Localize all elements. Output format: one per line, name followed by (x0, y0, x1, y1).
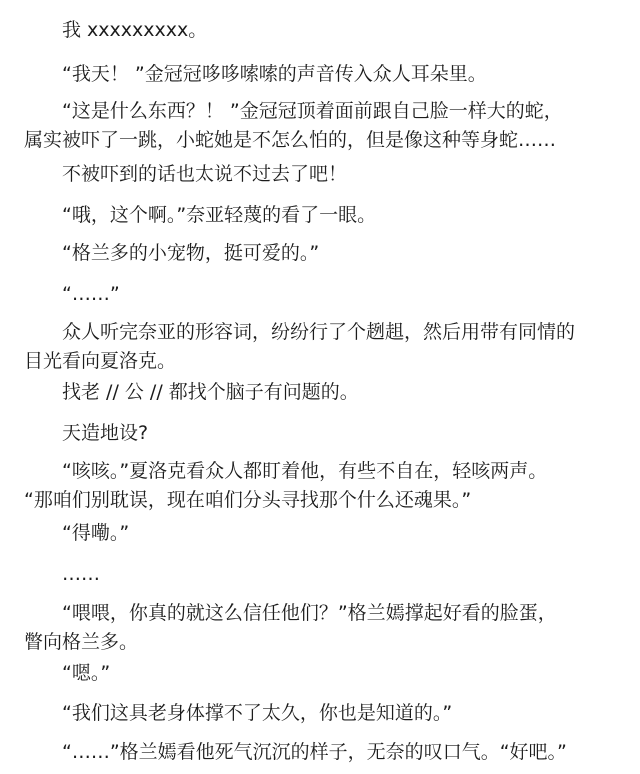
text-line: “格兰多的小宠物，挺可爱的。” (62, 242, 320, 264)
paragraph (24, 60, 628, 89)
paragraph (24, 659, 628, 688)
paragraph (24, 201, 628, 230)
text-line: 找老 // 公 // 都找个脑子有问题的。 (62, 381, 359, 403)
text-line: “……” (62, 283, 120, 305)
text-line: “我天！ ”金冠冠哆哆嗦嗦的声音传入众人耳朵里。 (62, 63, 487, 85)
paragraph (24, 160, 628, 189)
paragraph (24, 699, 628, 728)
paragraph (24, 318, 628, 376)
text-line: 我 xxxxxxxxx。 (62, 19, 208, 41)
text-line: “……”格兰嫣看他死气沉沉的样子，无奈的叹口气。“好吧。” (62, 741, 567, 763)
text-line: 众人听完奈亚的形容词，纷纷行了个趔趄，然后用带有同情的 (62, 321, 576, 343)
text-line: “咳咳。”夏洛克看众人都盯着他，有些不自在，轻咳两声。 (62, 460, 548, 482)
text-line: “我们这具老身体撑不了太久，你也是知道的。” (62, 702, 453, 724)
text-line: “那咱们别耽误，现在咱们分头寻找那个什么还魂果。” (24, 489, 472, 511)
text-line: 目光看向夏洛克。 (24, 350, 177, 372)
text-line: …… (62, 563, 100, 585)
text-line: 不被吓到的话也太说不过去了吧！ (62, 163, 348, 185)
text-line: “这是什么东西？！ ”金冠冠顶着面前跟自己脸一样大的蛇， (62, 100, 563, 122)
paragraph (24, 239, 628, 268)
text-line: “得嘞。” (62, 522, 130, 544)
paragraph (24, 738, 628, 767)
text-line: 瞥向格兰多。 (24, 631, 139, 653)
text-line: 属实被吓了一跳，小蛇她是不怎么怕的，但是像这种等身蛇…… (24, 129, 557, 151)
text-line: 天造地设? (62, 422, 149, 444)
paragraph (24, 378, 628, 407)
paragraph (24, 419, 628, 448)
paragraph (24, 16, 628, 45)
paragraph (24, 280, 628, 309)
paragraph (24, 560, 628, 589)
text-line: “哦，这个啊。”奈亚轻蔑的看了一眼。 (62, 204, 377, 226)
paragraph (24, 457, 628, 515)
text-line: “喂喂，你真的就这么信任他们？”格兰嫣撑起好看的脸蛋， (62, 602, 557, 624)
paragraph (24, 97, 628, 155)
paragraph (24, 519, 628, 548)
text-line: “嗯。” (62, 662, 111, 684)
paragraph (24, 599, 628, 657)
